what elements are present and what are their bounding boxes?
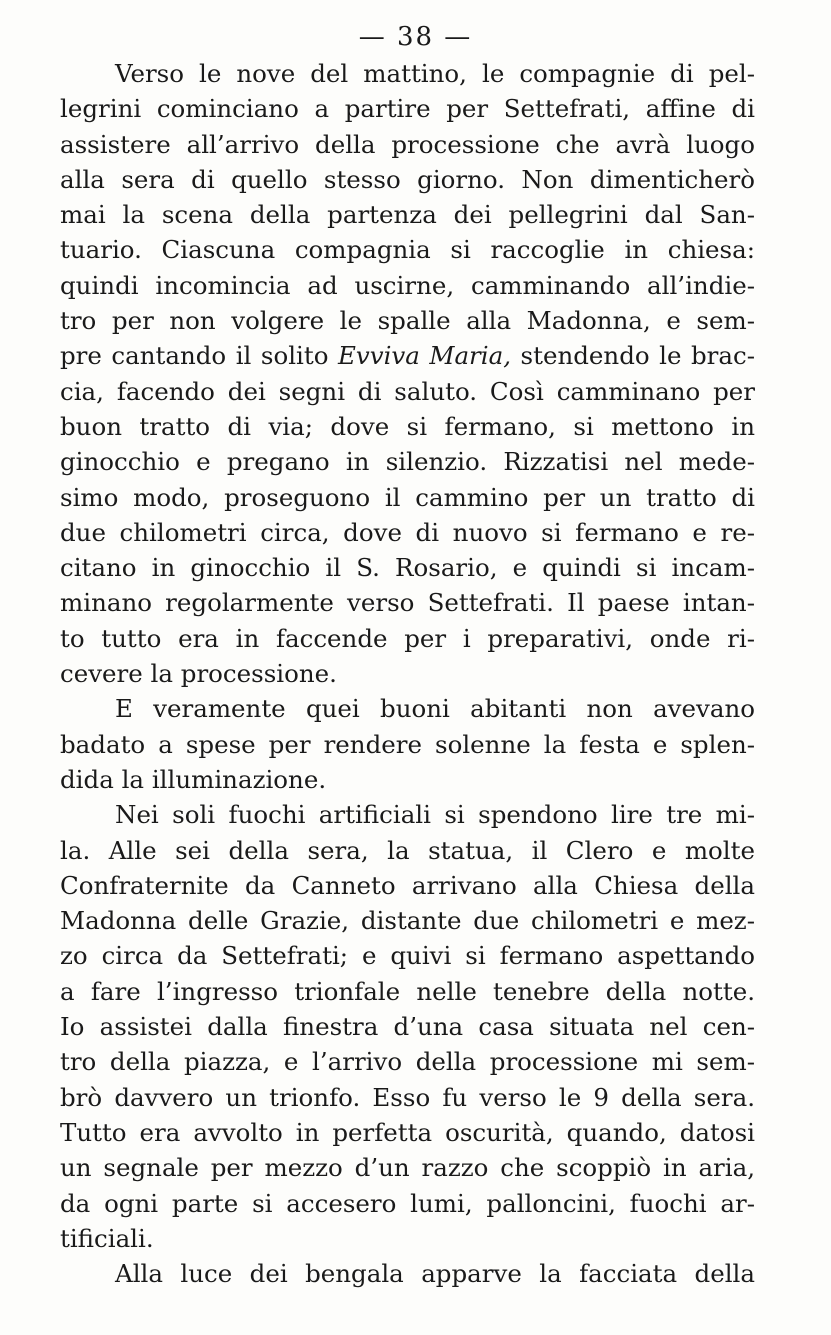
text-line: tuario. Ciascuna compagnia si raccoglie in chiesa:: [60, 235, 755, 265]
text-line: brò davvero un trionfo. Esso fu verso le 9 della sera.: [60, 1082, 755, 1112]
text-line: to tutto era in faccende per i preparativi, onde ri-: [60, 623, 755, 653]
text-line: Alla luce dei bengala apparve la facciata della: [115, 1259, 755, 1289]
body-text: [60, 56, 755, 1291]
text-line: badato a spese per rendere solenne la festa e splen-: [60, 729, 755, 759]
text-line: Nei soli fuochi artificiali si spendono lire tre mi-: [115, 800, 755, 830]
text-line: la. Alle sei della sera, la statua, il Clero e molte: [60, 835, 755, 865]
text-fragment: stendendo le brac-: [511, 341, 755, 371]
text-fragment: pre cantando il solito: [60, 341, 338, 371]
text-line: Madonna delle Grazie, distante due chilometri e mez-: [60, 906, 755, 936]
text-line: legrini cominciano a partire per Settefrati, affine di: [60, 94, 755, 124]
text-line: a fare l’ingresso trionfale nelle tenebre della notte.: [60, 976, 755, 1006]
text-line: tro della piazza, e l’arrivo della processione mi sem-: [60, 1047, 755, 1077]
text-line: minano regolarmente verso Settefrati. Il paese intan-: [60, 588, 755, 618]
text-line: E veramente quei buoni abitanti non avevano: [115, 694, 755, 724]
text-line: cia, facendo dei segni di saluto. Così camminano per: [60, 376, 755, 406]
text-line: mai la scena della partenza dei pellegrini dal San-: [60, 200, 755, 230]
text-line: quindi incomincia ad uscirne, camminando all’indie-: [60, 270, 755, 300]
text-line: cevere la processione.: [60, 659, 337, 689]
text-line: alla sera di quello stesso giorno. Non dimenticherò: [60, 164, 755, 194]
text-line: ginocchio e pregano in silenzio. Rizzatisi nel mede-: [60, 447, 755, 477]
text-line: Confraternite da Canneto arrivano alla Chiesa della: [60, 870, 755, 900]
italic-phrase: Evviva Maria,: [338, 341, 512, 371]
text-line: da ogni parte si accesero lumi, palloncini, fuochi ar-: [60, 1188, 755, 1218]
text-line: assistere all’arrivo della processione che avrà luogo: [60, 129, 755, 159]
text-line: un segnale per mezzo d’un razzo che scoppiò in aria,: [60, 1153, 755, 1183]
text-line: buon tratto di via; dove si fermano, si mettono in: [60, 411, 755, 441]
text-line: zo circa da Settefrati; e quivi si fermano aspettando: [60, 941, 755, 971]
text-line: tro per non volgere le spalle alla Madonna, e sem-: [60, 306, 755, 336]
text-line: citano in ginocchio il S. Rosario, e quindi si incam-: [60, 553, 755, 583]
text-line: simo modo, proseguono il cammino per un tratto di: [60, 482, 755, 512]
text-line: dida la illuminazione.: [60, 764, 327, 794]
text-line: tificiali.: [60, 1223, 154, 1253]
text-line: Io assistei dalla finestra d’una casa situata nel cen-: [60, 1012, 755, 1042]
text-line: [60, 338, 755, 373]
text-line: due chilometri circa, dove di nuovo si fermano e re-: [60, 517, 755, 547]
text-line: Tutto era avvolto in perfetta oscurità, quando, datosi: [60, 1117, 755, 1147]
page-number: — 38 —: [358, 22, 473, 52]
text-line: Verso le nove del mattino, le compagnie di pel-: [115, 59, 755, 88]
